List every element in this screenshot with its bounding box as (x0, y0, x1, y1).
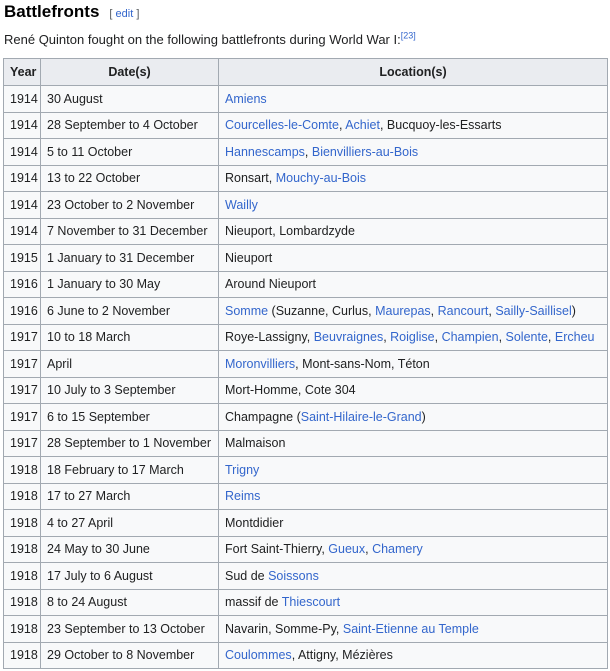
location-cell (219, 510, 608, 537)
table-row (4, 298, 608, 325)
table-row (4, 112, 608, 139)
location-cell (219, 483, 608, 510)
date-cell: 10 to 18 March (41, 324, 219, 351)
intro-paragraph (4, 32, 416, 47)
location-cell (219, 563, 608, 590)
table-row (4, 324, 608, 351)
year-cell: 1918 (4, 642, 41, 669)
year-cell: 1918 (4, 563, 41, 590)
year-cell: 1914 (4, 218, 41, 245)
location-link[interactable]: Sailly-Saillisel (495, 303, 572, 318)
section-heading (4, 2, 139, 22)
location-link[interactable]: Achiet (345, 118, 380, 133)
location-link[interactable]: Trigny (225, 462, 260, 477)
location-cell (219, 165, 608, 192)
location-cell (219, 589, 608, 616)
table-row (4, 510, 608, 537)
location-text: Sud de (225, 568, 269, 583)
location-link[interactable]: Mouchy-au-Bois (275, 171, 367, 186)
date-cell: 28 September to 1 November (41, 430, 219, 457)
location-text: , (488, 303, 496, 318)
date-cell: 6 June to 2 November (41, 298, 219, 325)
table-row (4, 218, 608, 245)
location-text: , (365, 542, 373, 557)
table-row (4, 192, 608, 219)
location-link[interactable]: Bienvilliers-au-Bois (311, 144, 419, 159)
year-cell: 1918 (4, 616, 41, 643)
year-cell: 1914 (4, 112, 41, 139)
date-cell: 1 January to 31 December (41, 245, 219, 272)
location-text: , (430, 303, 438, 318)
battlefronts-table (3, 58, 608, 669)
location-cell (219, 457, 608, 484)
location-text: , Attigny, Mézières (291, 648, 393, 663)
table-row (4, 430, 608, 457)
location-cell (219, 404, 608, 431)
column-header-locations: Location(s) (219, 59, 608, 86)
location-text: Nieuport (225, 250, 273, 265)
location-text: , (547, 330, 555, 345)
location-cell (219, 377, 608, 404)
date-cell: 23 October to 2 November (41, 192, 219, 219)
location-cell (219, 245, 608, 272)
location-cell (219, 642, 608, 669)
date-cell: 18 February to 17 March (41, 457, 219, 484)
year-cell: 1917 (4, 324, 41, 351)
location-cell (219, 112, 608, 139)
reference-link[interactable]: [23] (400, 30, 416, 41)
location-text: (Suzanne, Curlus, (268, 303, 376, 318)
edit-bracket-close: ] (136, 8, 140, 20)
location-link[interactable]: Amiens (225, 91, 267, 106)
date-cell: 5 to 11 October (41, 139, 219, 166)
intro-text: René Quinton fought on the following battlefronts during World War I: (4, 32, 401, 47)
location-link[interactable]: Wailly (225, 197, 258, 212)
location-cell (219, 324, 608, 351)
year-cell: 1918 (4, 510, 41, 537)
date-cell: 10 July to 3 September (41, 377, 219, 404)
table-header-row (4, 59, 608, 86)
date-cell: 28 September to 4 October (41, 112, 219, 139)
location-cell (219, 86, 608, 113)
date-cell: 29 October to 8 November (41, 642, 219, 669)
location-link[interactable]: Roiglise (390, 330, 435, 345)
date-cell: 8 to 24 August (41, 589, 219, 616)
table-row (4, 139, 608, 166)
table-row (4, 86, 608, 113)
table-row (4, 589, 608, 616)
year-cell: 1917 (4, 404, 41, 431)
location-cell (219, 536, 608, 563)
date-cell: 6 to 15 September (41, 404, 219, 431)
table-row (4, 351, 608, 378)
location-link[interactable]: Courcelles-le-Comte (225, 118, 339, 133)
edit-section (109, 8, 139, 20)
year-cell: 1914 (4, 86, 41, 113)
table-row (4, 563, 608, 590)
year-cell: 1915 (4, 245, 41, 272)
year-cell: 1916 (4, 298, 41, 325)
edit-bracket-open: [ (109, 8, 113, 20)
date-cell: 17 July to 6 August (41, 563, 219, 590)
location-link[interactable]: Saint-Hilaire-le-Grand (300, 409, 422, 424)
location-link[interactable]: Chamery (372, 542, 423, 557)
table-row (4, 536, 608, 563)
location-text: ) (571, 303, 576, 318)
date-cell: 24 May to 30 June (41, 536, 219, 563)
location-text: Roye-Lassigny, (225, 330, 314, 345)
location-link[interactable]: Thiescourt (281, 595, 341, 610)
location-text: , (498, 330, 506, 345)
location-link[interactable]: Solente (505, 330, 548, 345)
location-text: , (338, 118, 346, 133)
location-link[interactable]: Maurepas (375, 303, 431, 318)
location-text: Montdidier (225, 515, 284, 530)
location-text: ) (421, 409, 426, 424)
edit-link[interactable]: edit (115, 8, 134, 20)
date-cell: 7 November to 31 December (41, 218, 219, 245)
location-text: Fort Saint-Thierry, (225, 542, 329, 557)
location-cell (219, 139, 608, 166)
location-text: massif de (225, 595, 282, 610)
location-text: Nieuport, Lombardzyde (225, 224, 355, 239)
table-row (4, 165, 608, 192)
section-title: Battlefronts (4, 2, 100, 21)
column-header-dates: Date(s) (41, 59, 219, 86)
year-cell: 1918 (4, 536, 41, 563)
location-text: , (383, 330, 391, 345)
location-link[interactable]: Beuvraignes (313, 330, 384, 345)
location-text: , (434, 330, 442, 345)
location-text: Around Nieuport (225, 277, 317, 292)
location-text: Mort-Homme, Cote 304 (225, 383, 356, 398)
table-row (4, 457, 608, 484)
location-link[interactable]: Ercheu (554, 330, 595, 345)
table-row (4, 616, 608, 643)
location-cell (219, 271, 608, 298)
table-row (4, 404, 608, 431)
location-link[interactable]: Soissons (268, 568, 319, 583)
location-link[interactable]: Rancourt (437, 303, 489, 318)
table-row (4, 483, 608, 510)
location-text: , Bucquoy-les-Essarts (379, 118, 502, 133)
year-cell: 1918 (4, 483, 41, 510)
location-cell (219, 430, 608, 457)
table-row (4, 377, 608, 404)
year-cell: 1914 (4, 192, 41, 219)
table-row (4, 642, 608, 669)
table-body (4, 86, 608, 669)
location-text: , (304, 144, 312, 159)
location-link[interactable]: Somme (225, 303, 269, 318)
table-row (4, 245, 608, 272)
year-cell: 1917 (4, 377, 41, 404)
location-cell (219, 616, 608, 643)
location-text: , Mont-sans-Nom, Téton (295, 356, 430, 371)
location-cell (219, 351, 608, 378)
date-cell: 23 September to 13 October (41, 616, 219, 643)
location-cell (219, 298, 608, 325)
location-link[interactable]: Hannescamps (225, 144, 305, 159)
location-link[interactable]: Saint-Etienne au Temple (342, 621, 479, 636)
location-link[interactable]: Coulommes (225, 648, 292, 663)
location-text: Ronsart, (225, 171, 276, 186)
location-link[interactable]: Gueux (328, 542, 366, 557)
location-cell (219, 192, 608, 219)
location-cell (219, 218, 608, 245)
date-cell: April (41, 351, 219, 378)
table-row (4, 271, 608, 298)
date-cell: 1 January to 30 May (41, 271, 219, 298)
location-link[interactable]: Moronvilliers (225, 356, 296, 371)
location-text: Champagne ( (225, 409, 301, 424)
year-cell: 1917 (4, 351, 41, 378)
location-link[interactable]: Reims (225, 489, 261, 504)
column-header-year: Year (4, 59, 41, 86)
date-cell: 17 to 27 March (41, 483, 219, 510)
location-text: Malmaison (225, 436, 286, 451)
year-cell: 1914 (4, 165, 41, 192)
date-cell: 30 August (41, 86, 219, 113)
year-cell: 1914 (4, 139, 41, 166)
location-link[interactable]: Champien (441, 330, 499, 345)
date-cell: 13 to 22 October (41, 165, 219, 192)
year-cell: 1918 (4, 457, 41, 484)
year-cell: 1918 (4, 589, 41, 616)
year-cell: 1917 (4, 430, 41, 457)
date-cell: 4 to 27 April (41, 510, 219, 537)
location-text: Navarin, Somme-Py, (225, 621, 343, 636)
year-cell: 1916 (4, 271, 41, 298)
